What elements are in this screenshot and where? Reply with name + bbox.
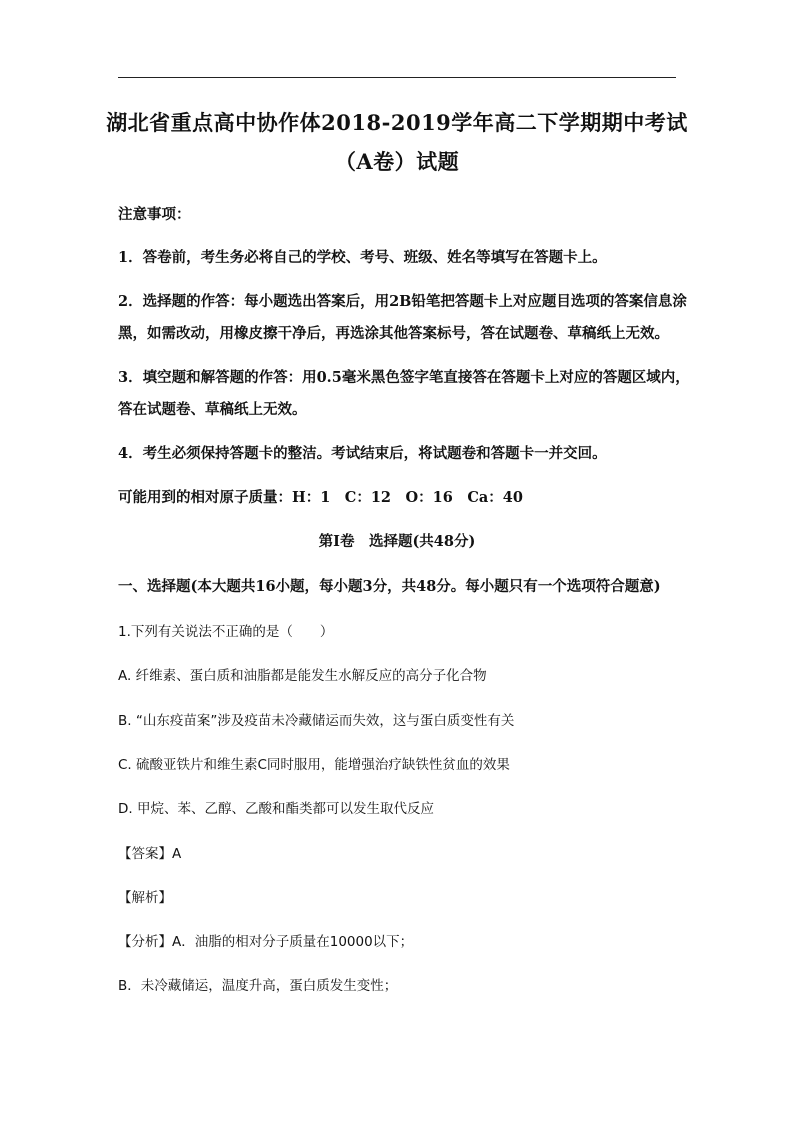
notice-item-4: 4．考生必须保持答题卡的整洁。考试结束后，将试题卷和答题卡一并交回。: [118, 445, 607, 462]
notice-item-3-cont: 答在试题卷、草稿纸上无效。: [118, 401, 307, 418]
section-instruction: 一、选择题(本大题共16小题，每小题3分，共48分。每小题只有一个选项符合题意): [118, 578, 661, 595]
option-a: A. 纤维素、蛋白质和油脂都是能发生水解反应的高分子化合物: [118, 668, 487, 684]
notice-item-1: 1．答卷前，考生务必将自己的学校、考号、班级、姓名等填写在答题卡上。: [118, 249, 607, 266]
header-rule: [118, 77, 676, 78]
option-c: C. 硫酸亚铁片和维生素C同时服用，能增强治疗缺铁性贫血的效果: [118, 757, 510, 773]
analysis-line-1: 【分析】A．油脂的相对分子质量在10000以下；: [118, 934, 414, 950]
atomic-mass-line: 可能用到的相对原子质量：H：1 C：12 O：16 Ca：40: [118, 489, 523, 506]
option-d: D. 甲烷、苯、乙醇、乙酸和酯类都可以发生取代反应: [118, 801, 434, 817]
answer-line: 【答案】A: [118, 846, 182, 862]
exam-subtitle: （A卷）试题: [334, 149, 460, 174]
option-b: B. “山东疫苗案”涉及疫苗未冷藏储运而失效，这与蛋白质变性有关: [118, 713, 515, 729]
analysis-line-2: B．未冷藏储运，温度升高，蛋白质发生变性；: [118, 978, 398, 994]
notice-item-2: 2．选择题的作答：每小题选出答案后，用2B铅笔把答题卡上对应题目选项的答案信息涂: [118, 293, 687, 310]
notice-item-2-cont: 黑，如需改动，用橡皮擦干净后，再选涂其他答案标号，答在试题卷、草稿纸上无效。: [118, 325, 669, 342]
section-title: 第Ⅰ卷 选择题(共48分): [318, 533, 476, 550]
notice-heading: 注意事项：: [118, 206, 191, 223]
analysis-label: 【解析】: [118, 890, 172, 906]
exam-title: 湖北省重点高中协作体2018-2019学年高二下学期期中考试: [106, 110, 688, 135]
question-stem: 1.下列有关说法不正确的是（ ）: [118, 624, 334, 640]
notice-item-3: 3．填空题和解答题的作答：用0.5毫米黑色签字笔直接答在答题卡上对应的答题区域内，: [118, 369, 690, 386]
